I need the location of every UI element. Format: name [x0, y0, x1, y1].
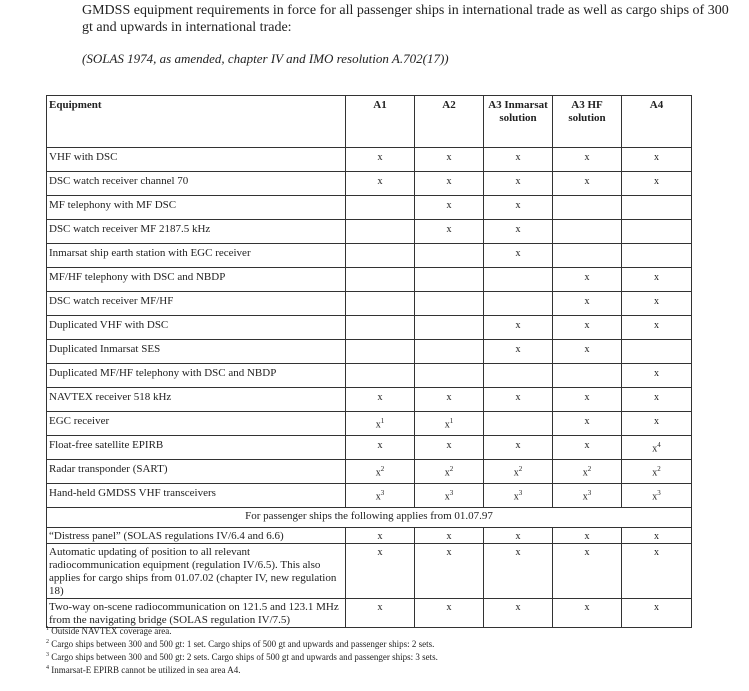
- equipment-cell: Duplicated VHF with DSC: [47, 316, 346, 340]
- mark-cell: [346, 172, 415, 196]
- mark-value: x: [584, 416, 590, 427]
- mark-cell: [484, 268, 553, 292]
- mark-cell: [346, 268, 415, 292]
- mark-cell: [346, 460, 415, 484]
- mark-value: x: [584, 531, 590, 542]
- mark-cell: [622, 412, 692, 436]
- mark-cell: [415, 244, 484, 268]
- mark-cell: [484, 292, 553, 316]
- footnote-text: Cargo ships between 300 and 500 gt: 2 sets. Cargo ships of 500 gt and upwards and passenger ships: 3 sets.: [51, 652, 438, 662]
- mark-cell: [415, 172, 484, 196]
- equipment-cell: Two-way on-scene radiocommunication on 121.5 and 123.1 MHz from the navigating bridge (SOLAS regulation IV/7.5): [47, 599, 346, 628]
- mark-value: x: [515, 531, 521, 542]
- mark-cell: [553, 316, 622, 340]
- table-row: [47, 316, 692, 340]
- equipment-cell: Duplicated MF/HF telephony with DSC and NBDP: [47, 364, 346, 388]
- gmdss-equipment-table: [46, 95, 692, 628]
- footnote-ref: 4: [657, 441, 661, 449]
- mark-value: x: [377, 176, 383, 187]
- header-equipment: Equipment: [47, 96, 346, 148]
- table-row: [47, 220, 692, 244]
- mark-value: x: [446, 392, 452, 403]
- mark-cell: [484, 172, 553, 196]
- mark-cell: [553, 436, 622, 460]
- mark-cell: [553, 148, 622, 172]
- mark-value: x: [513, 491, 519, 503]
- footnote-ref: 1: [380, 417, 385, 425]
- mark-cell: [553, 244, 622, 268]
- header-a3-inmarsat: A3 Inmarsat solution: [484, 96, 553, 148]
- footnote-item: [46, 663, 438, 676]
- mark-cell: [622, 340, 692, 364]
- mark-cell: [622, 388, 692, 412]
- table-header-row: [47, 96, 692, 148]
- mark-cell: [622, 364, 692, 388]
- passenger-note: For passenger ships the following applies from 01.07.97: [47, 508, 692, 528]
- mark-cell: [484, 148, 553, 172]
- equipment-cell: DSC watch receiver MF 2187.5 kHz: [47, 220, 346, 244]
- footnote-number: 2: [46, 639, 49, 645]
- mark-value: x: [515, 152, 521, 163]
- equipment-cell: “Distress panel” (SOLAS regulations IV/6.4 and 6.6): [47, 528, 346, 544]
- footnote-item: [46, 637, 438, 650]
- footnote-number: 4: [46, 665, 49, 671]
- mark-cell: [553, 599, 622, 628]
- mark-cell: [622, 292, 692, 316]
- mark-cell: [553, 544, 622, 599]
- mark-cell: [553, 340, 622, 364]
- mark-value: x: [584, 320, 590, 331]
- mark-cell: [346, 316, 415, 340]
- table-row: [47, 268, 692, 292]
- table-row: [47, 292, 692, 316]
- footnote-text: Inmarsat-E EPIRB cannot be utilized in sea area A4.: [51, 665, 241, 675]
- mark-value: x: [375, 467, 381, 479]
- equipment-cell: DSC watch receiver MF/HF: [47, 292, 346, 316]
- equipment-cell: VHF with DSC: [47, 148, 346, 172]
- equipment-cell: MF/HF telephony with DSC and NBDP: [47, 268, 346, 292]
- mark-value: x: [513, 467, 519, 479]
- mark-value: x: [515, 392, 521, 403]
- mark-cell: [346, 292, 415, 316]
- footnote-ref: 2: [518, 465, 523, 473]
- mark-cell: [346, 196, 415, 220]
- table-row: [47, 244, 692, 268]
- mark-cell: [415, 220, 484, 244]
- mark-cell: [484, 388, 553, 412]
- mark-value: x: [377, 547, 383, 558]
- mark-value: x: [377, 531, 383, 542]
- reference-citation: (SOLAS 1974, as amended, chapter IV and IMO resolution A.702(17)): [82, 51, 449, 66]
- mark-cell: [553, 412, 622, 436]
- passenger-rows: [47, 528, 692, 628]
- mark-value: x: [584, 152, 590, 163]
- mark-cell: [553, 364, 622, 388]
- table-row: [47, 364, 692, 388]
- mark-cell: [346, 484, 415, 508]
- mark-value: x: [654, 602, 659, 613]
- footnote-ref: 2: [657, 465, 661, 473]
- mark-value: x: [377, 602, 383, 613]
- mark-cell: [415, 196, 484, 220]
- equipment-cell: DSC watch receiver channel 70: [47, 172, 346, 196]
- equipment-cell: Hand-held GMDSS VHF transceivers: [47, 484, 346, 508]
- mark-value: x: [515, 200, 521, 211]
- footnote-ref: 3: [449, 489, 454, 497]
- mark-cell: [553, 220, 622, 244]
- mark-value: x: [375, 491, 381, 503]
- mark-value: x: [515, 224, 521, 235]
- mark-value: x: [652, 443, 658, 455]
- footnote-text: Outside NAVTEX coverage area.: [51, 626, 172, 636]
- header-a4: A4: [622, 96, 692, 148]
- equipment-cell: Radar transponder (SART): [47, 460, 346, 484]
- mark-cell: [622, 460, 692, 484]
- mark-cell: [415, 268, 484, 292]
- header-a1: A1: [346, 96, 415, 148]
- mark-value: x: [652, 491, 658, 503]
- equipment-cell: Inmarsat ship earth station with EGC receiver: [47, 244, 346, 268]
- mark-value: x: [375, 419, 381, 431]
- footnote-ref: 2: [380, 465, 385, 473]
- header-a2: A2: [415, 96, 484, 148]
- mark-cell: [346, 364, 415, 388]
- equipment-cell: NAVTEX receiver 518 kHz: [47, 388, 346, 412]
- mark-cell: [622, 196, 692, 220]
- mark-value: x: [654, 368, 659, 379]
- mark-cell: [415, 364, 484, 388]
- mark-value: x: [444, 467, 450, 479]
- mark-cell: [484, 364, 553, 388]
- mark-cell: [484, 316, 553, 340]
- equipment-cell: MF telephony with MF DSC: [47, 196, 346, 220]
- mark-value: x: [654, 320, 659, 331]
- equipment-cell: Automatic updating of position to all relevant radiocommunication equipment (regulation IV/6.5). This also applies for cargo ships from 01.07.02 (chapter IV, new regulation 18): [47, 544, 346, 599]
- mark-cell: [622, 599, 692, 628]
- mark-value: x: [654, 176, 659, 187]
- table-row: [47, 436, 692, 460]
- mark-value: x: [446, 547, 452, 558]
- mark-cell: [622, 484, 692, 508]
- mark-value: x: [654, 547, 659, 558]
- equipment-rows: [47, 148, 692, 508]
- mark-cell: [346, 220, 415, 244]
- footnote-ref: 1: [449, 417, 454, 425]
- mark-cell: [346, 436, 415, 460]
- mark-cell: [346, 340, 415, 364]
- mark-cell: [346, 412, 415, 436]
- mark-cell: [484, 460, 553, 484]
- mark-value: x: [446, 440, 452, 451]
- footnote-ref: 2: [587, 465, 592, 473]
- header-a3-hf: A3 HF solution: [553, 96, 622, 148]
- mark-value: x: [654, 392, 659, 403]
- mark-value: x: [515, 602, 521, 613]
- table-row: [47, 196, 692, 220]
- mark-cell: [346, 544, 415, 599]
- mark-value: x: [584, 602, 590, 613]
- mark-value: x: [515, 440, 521, 451]
- mark-cell: [415, 148, 484, 172]
- mark-cell: [415, 412, 484, 436]
- equipment-cell: EGC receiver: [47, 412, 346, 436]
- footnote-number: 3: [46, 652, 49, 658]
- mark-value: x: [377, 152, 383, 163]
- mark-cell: [484, 484, 553, 508]
- mark-cell: [484, 528, 553, 544]
- mark-cell: [415, 528, 484, 544]
- footnote-ref: 2: [449, 465, 454, 473]
- mark-value: x: [654, 296, 659, 307]
- mark-value: x: [584, 272, 590, 283]
- mark-cell: [553, 460, 622, 484]
- mark-value: x: [584, 547, 590, 558]
- mark-value: x: [654, 272, 659, 283]
- mark-cell: [553, 172, 622, 196]
- footnote-number: 1: [46, 626, 49, 632]
- footnote-ref: 3: [587, 489, 592, 497]
- table-row: [47, 388, 692, 412]
- mark-cell: [622, 220, 692, 244]
- table-row: [47, 172, 692, 196]
- table-row: [47, 148, 692, 172]
- mark-cell: [484, 220, 553, 244]
- intro-paragraph: GMDSS equipment requirements in force for all passenger ships in international trade as well as cargo ships of 300 gt and upwards in international trade:: [82, 3, 729, 35]
- footnote-ref: 3: [518, 489, 523, 497]
- mark-value: x: [515, 248, 521, 259]
- mark-cell: [484, 436, 553, 460]
- mark-value: x: [654, 531, 659, 542]
- mark-value: x: [584, 296, 590, 307]
- mark-cell: [622, 544, 692, 599]
- mark-value: x: [584, 176, 590, 187]
- passenger-section: [47, 508, 692, 528]
- footnote-item: [46, 624, 438, 637]
- mark-value: x: [515, 320, 521, 331]
- table-row: [47, 460, 692, 484]
- mark-cell: [553, 528, 622, 544]
- equipment-cell: Duplicated Inmarsat SES: [47, 340, 346, 364]
- mark-cell: [484, 599, 553, 628]
- mark-cell: [415, 484, 484, 508]
- table-row: [47, 528, 692, 544]
- mark-value: x: [582, 491, 588, 503]
- mark-cell: [622, 172, 692, 196]
- mark-cell: [553, 388, 622, 412]
- mark-cell: [622, 528, 692, 544]
- mark-value: x: [444, 491, 450, 503]
- table-row: [47, 484, 692, 508]
- mark-cell: [415, 316, 484, 340]
- mark-cell: [346, 528, 415, 544]
- mark-cell: [346, 244, 415, 268]
- mark-cell: [553, 292, 622, 316]
- mark-value: x: [584, 392, 590, 403]
- mark-cell: [484, 340, 553, 364]
- passenger-note-row: [47, 508, 692, 528]
- mark-cell: [622, 268, 692, 292]
- mark-value: x: [377, 440, 383, 451]
- mark-value: x: [446, 602, 452, 613]
- mark-cell: [622, 436, 692, 460]
- mark-cell: [415, 340, 484, 364]
- mark-cell: [415, 460, 484, 484]
- mark-cell: [553, 196, 622, 220]
- mark-cell: [415, 292, 484, 316]
- mark-value: x: [584, 344, 590, 355]
- footnote-text: Cargo ships between 300 and 500 gt: 1 set. Cargo ships of 500 gt and upwards and passenger ships: 2 sets.: [51, 639, 435, 649]
- footnote-item: [46, 650, 438, 663]
- mark-value: x: [446, 200, 452, 211]
- mark-cell: [484, 412, 553, 436]
- mark-cell: [622, 244, 692, 268]
- mark-cell: [622, 148, 692, 172]
- footnotes: [46, 624, 438, 676]
- mark-value: x: [582, 467, 588, 479]
- mark-cell: [484, 544, 553, 599]
- mark-value: x: [654, 416, 659, 427]
- mark-value: x: [446, 152, 452, 163]
- mark-value: x: [515, 547, 521, 558]
- table-row: [47, 412, 692, 436]
- mark-value: x: [654, 152, 659, 163]
- mark-value: x: [446, 531, 452, 542]
- table-row: [47, 544, 692, 599]
- mark-cell: [553, 268, 622, 292]
- mark-cell: [346, 148, 415, 172]
- mark-value: x: [515, 344, 521, 355]
- footnote-ref: 3: [380, 489, 385, 497]
- mark-cell: [415, 544, 484, 599]
- mark-cell: [622, 316, 692, 340]
- mark-cell: [346, 388, 415, 412]
- mark-cell: [415, 436, 484, 460]
- mark-value: x: [446, 224, 452, 235]
- mark-value: x: [515, 176, 521, 187]
- equipment-cell: Float-free satellite EPIRB: [47, 436, 346, 460]
- mark-cell: [553, 484, 622, 508]
- mark-value: x: [584, 440, 590, 451]
- mark-cell: [415, 388, 484, 412]
- mark-cell: [484, 244, 553, 268]
- mark-value: x: [652, 467, 658, 479]
- mark-value: x: [446, 176, 452, 187]
- mark-value: x: [377, 392, 383, 403]
- table-row: [47, 340, 692, 364]
- mark-cell: [484, 196, 553, 220]
- mark-value: x: [444, 419, 450, 431]
- footnote-ref: 3: [657, 489, 661, 497]
